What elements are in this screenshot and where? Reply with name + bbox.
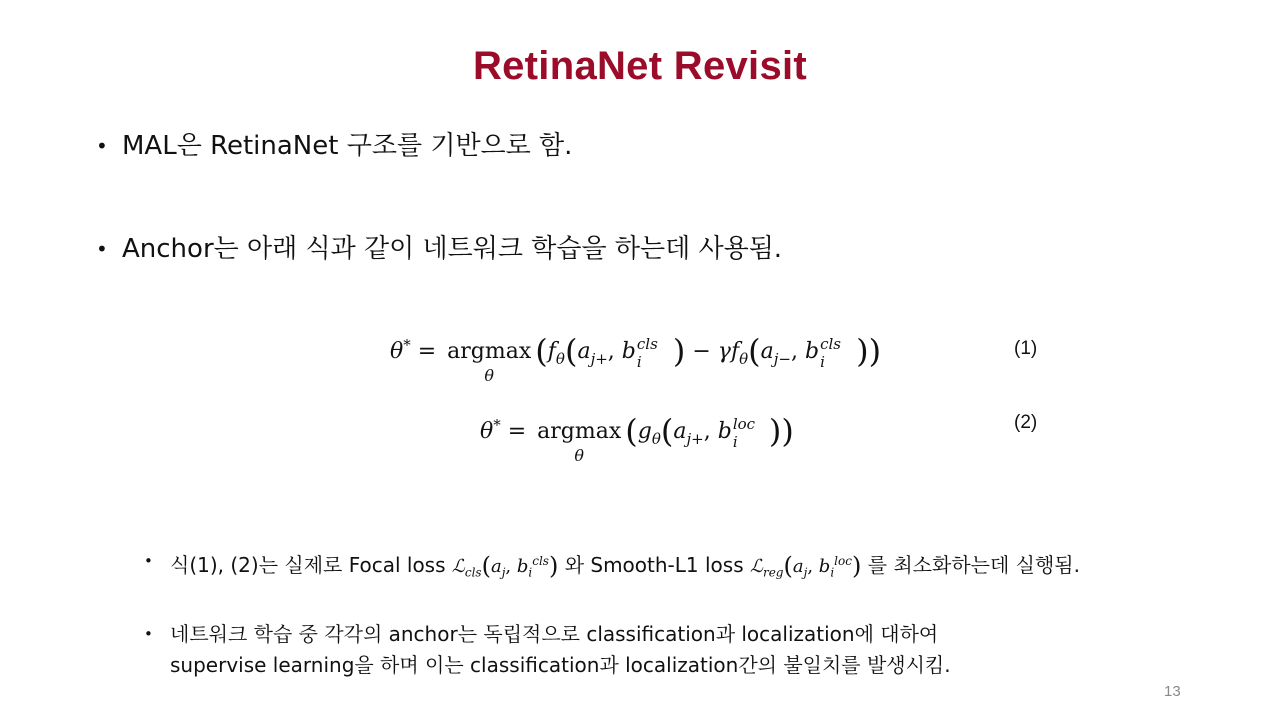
bullet-dot-icon: • bbox=[96, 134, 108, 158]
bullet-text: Anchor는 아래 식과 같이 네트워크 학습을 하는데 사용됨. bbox=[122, 234, 783, 264]
slide-title: RetinaNet Revisit bbox=[472, 44, 808, 88]
sub-bullet-text-before: 식(1), (2)는 실제로 Focal loss bbox=[170, 553, 446, 577]
sub-bullet-text-after: 를 최소화하는데 실행됨. bbox=[867, 553, 1080, 577]
equation-2: θ* = argmax θ ($g_\theta(a_{j+}$, b loc i )) bbox=[480, 412, 794, 465]
focal-loss-formula: $ℒ_{cls}(a_j$, $b_i^{cls}$) bbox=[451, 552, 559, 580]
sub-bullet-text bbox=[170, 619, 1164, 681]
equation-1: θ* = argmax θ ($f_\theta(a_{j+}$, b cls i ) − $\gamma f_\theta(a_{j-}$, b cls i )) bbox=[390, 332, 882, 385]
bullet-text: MAL은 RetinaNet 구조를 기반으로 함. bbox=[122, 131, 573, 161]
equation-number-1: (1) bbox=[1014, 338, 1038, 359]
sub-bullet-item bbox=[144, 546, 1164, 589]
sub-bullet-line-2: supervise learning을 하며 이는 classification과 localization간의 불일치를 발생시킴. bbox=[170, 653, 951, 677]
sub-bullet-item bbox=[144, 619, 1164, 681]
equation-number-2: (2) bbox=[1014, 412, 1038, 433]
bullet-dot-icon: • bbox=[144, 625, 153, 643]
bullet-dot-icon: • bbox=[96, 237, 108, 261]
smooth-l1-loss-formula: $ℒ_{reg}(a_j$, $b_i^{loc}$) bbox=[749, 552, 862, 580]
bullet-dot-icon: • bbox=[144, 552, 153, 570]
sub-bullet-line-1: 네트워크 학습 중 각각의 anchor는 독립적으로 classification과 localization에 대하여 bbox=[170, 622, 939, 646]
sub-bullet-text-middle: 와 Smooth-L1 loss bbox=[564, 553, 744, 577]
sub-bullet-text bbox=[170, 546, 1164, 589]
page-number: 13 bbox=[1164, 683, 1181, 700]
